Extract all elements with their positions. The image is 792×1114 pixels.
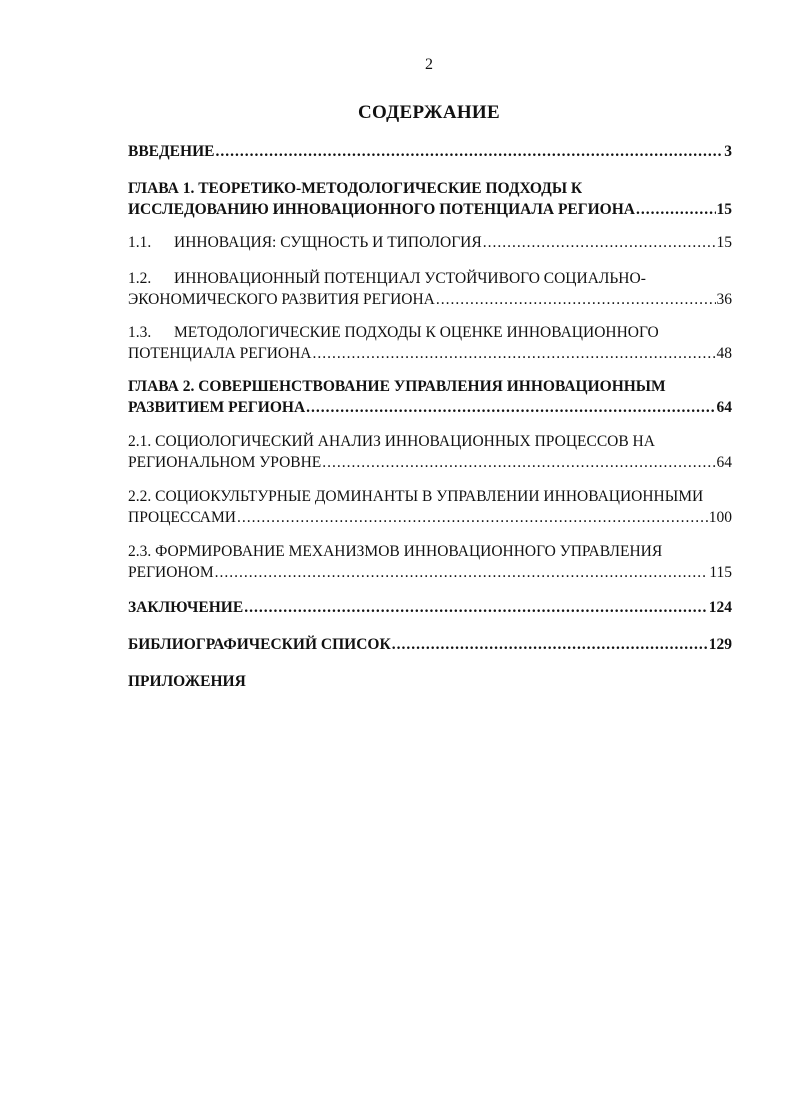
toc-entry-conclusion[interactable] <box>128 597 732 618</box>
page-ref: 115 <box>709 564 732 581</box>
page-ref: 64 <box>716 399 732 416</box>
dot-leader <box>483 232 716 253</box>
toc-entry-bibliography[interactable] <box>128 634 732 655</box>
entry-title-line2: ПОТЕНЦИАЛА РЕГИОНА <box>128 345 312 362</box>
entry-title-line1: ГЛАВА 2. СОВЕРШЕНСТВОВАНИЕ УПРАВЛЕНИЯ ИННОВАЦИОННЫМ <box>128 378 666 395</box>
page-ref: 36 <box>716 291 732 308</box>
entry-title: ЗАКЛЮЧЕНИЕ <box>128 599 244 616</box>
page-ref: 48 <box>716 345 732 362</box>
dot-leader <box>436 289 716 310</box>
dot-leader <box>636 199 716 220</box>
dot-leader <box>306 397 715 418</box>
entry-title-line1: 2.3. ФОРМИРОВАНИЕ МЕХАНИЗМОВ ИННОВАЦИОННОГО УПРАВЛЕНИЯ <box>128 543 663 560</box>
toc-title: СОДЕРЖАНИЕ <box>358 102 500 123</box>
entry-title-line2: РЕГИОНОМ <box>128 564 214 581</box>
page-ref: 15 <box>716 201 732 218</box>
toc-entry-introduction[interactable] <box>128 141 732 162</box>
page-number: 2 <box>425 56 433 73</box>
toc-entry-section-1-2[interactable] <box>128 268 732 310</box>
entry-title: ПРИЛОЖЕНИЯ <box>128 673 246 690</box>
toc-entry-section-1-3[interactable] <box>128 322 732 364</box>
page-ref: 124 <box>708 599 732 616</box>
entry-title-line1: ИННОВАЦИОННЫЙ ПОТЕНЦИАЛ УСТОЙЧИВОГО СОЦИАЛЬНО- <box>174 270 646 287</box>
entry-title-line1: 2.2. СОЦИОКУЛЬТУРНЫЕ ДОМИНАНТЫ В УПРАВЛЕНИИ ИННОВАЦИОННЫМИ <box>128 488 704 505</box>
dot-leader <box>237 507 708 528</box>
entry-title-line2: ЭКОНОМИЧЕСКОГО РАЗВИТИЯ РЕГИОНА <box>128 291 435 308</box>
entry-title: ВВЕДЕНИЕ <box>128 143 215 160</box>
toc-entry-section-2-2[interactable] <box>128 486 732 528</box>
dot-leader <box>392 634 708 655</box>
page-ref: 15 <box>716 234 732 251</box>
dot-leader <box>244 597 708 618</box>
toc-entry-section-1-1[interactable] <box>128 232 732 253</box>
page-ref: 100 <box>708 509 732 526</box>
entry-title-line2: ИССЛЕДОВАНИЮ ИННОВАЦИОННОГО ПОТЕНЦИАЛА РЕГИОНА <box>128 201 635 218</box>
entry-title-line1: 2.1. СОЦИОЛОГИЧЕСКИЙ АНАЛИЗ ИННОВАЦИОННЫХ ПРОЦЕССОВ НА <box>128 433 655 450</box>
entry-title: ИННОВАЦИЯ: СУЩНОСТЬ И ТИПОЛОГИЯ <box>174 234 482 251</box>
dot-leader <box>322 452 715 473</box>
entry-title-line2: РЕГИОНАЛЬНОМ УРОВНЕ <box>128 454 322 471</box>
entry-title: БИБЛИОГРАФИЧЕСКИЙ СПИСОК <box>128 636 391 653</box>
section-number: 1.1. <box>128 234 152 251</box>
entry-title-line1: ГЛАВА 1. ТЕОРЕТИКО-МЕТОДОЛОГИЧЕСКИЕ ПОДХОДЫ К <box>128 180 583 197</box>
section-number: 1.2. <box>128 270 152 287</box>
toc-entry-section-2-3[interactable] <box>128 541 732 583</box>
page-ref: 129 <box>708 636 732 653</box>
page-ref: 64 <box>716 454 732 471</box>
entry-title-line2: ПРОЦЕССАМИ <box>128 509 236 526</box>
toc-entry-chapter-1[interactable] <box>128 178 732 220</box>
section-number: 1.3. <box>128 324 152 341</box>
toc-entry-section-2-1[interactable] <box>128 431 732 473</box>
toc-entry-chapter-2[interactable] <box>128 376 732 418</box>
dot-leader <box>215 562 709 583</box>
dot-leader <box>313 343 716 364</box>
entry-title-line2: РАЗВИТИЕМ РЕГИОНА <box>128 399 306 416</box>
entry-title-line1: МЕТОДОЛОГИЧЕСКИЕ ПОДХОДЫ К ОЦЕНКЕ ИННОВАЦИОННОГО <box>174 324 659 341</box>
toc-entry-appendix[interactable] <box>128 671 732 692</box>
dot-leader <box>215 141 723 162</box>
page-ref: 3 <box>724 143 732 160</box>
